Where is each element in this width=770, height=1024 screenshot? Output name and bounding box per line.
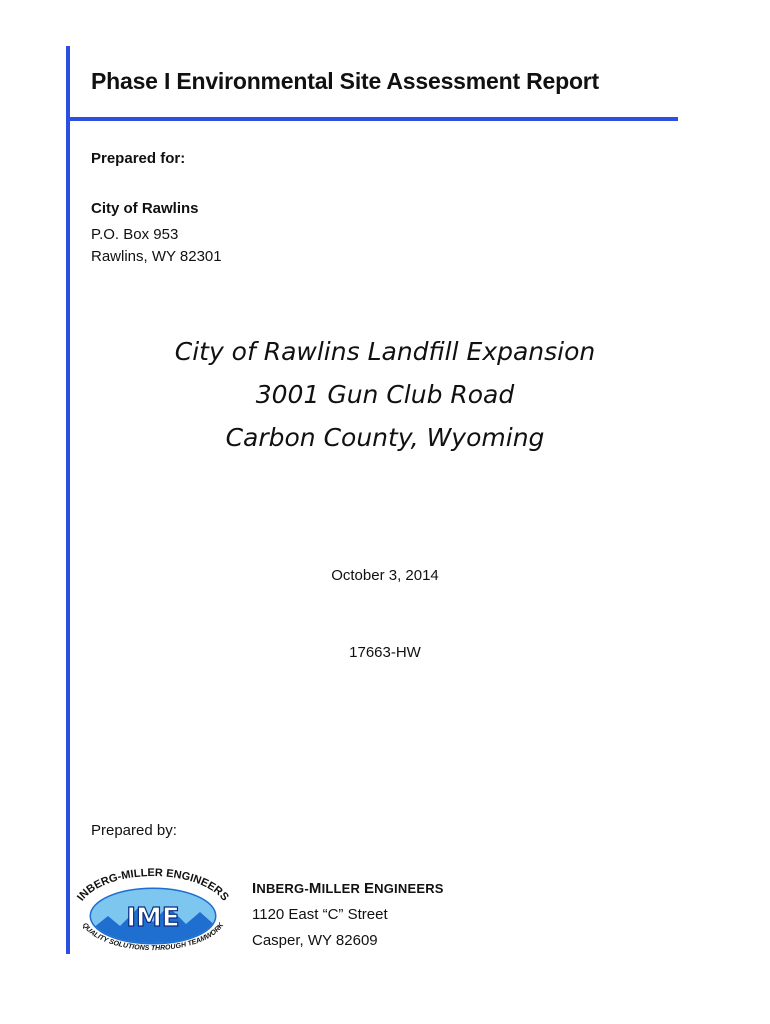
prepared-by-label: Prepared by: [91, 822, 177, 839]
project-number: 17663-HW [349, 644, 421, 661]
title-underline-rule [66, 117, 678, 121]
company-logo [68, 866, 238, 956]
prepared-for-label: Prepared for: [91, 150, 186, 167]
firm-address-line1: 1120 East “C” Street [252, 906, 388, 923]
left-accent-rule [66, 46, 70, 954]
firm-address-line2: Casper, WY 82609 [252, 932, 378, 949]
logo-top-text: INBERG-MILLER ENGINEERS [74, 866, 231, 904]
report-date: October 3, 2014 [331, 567, 439, 584]
project-address: 3001 Gun Club Road [255, 380, 515, 409]
client-address-line2: Rawlins, WY 82301 [91, 248, 222, 265]
project-county: Carbon County, Wyoming [225, 423, 545, 452]
client-name: City of Rawlins [91, 200, 199, 217]
logo-initials: IME [126, 903, 180, 933]
client-address-line1: P.O. Box 953 [91, 226, 179, 243]
logo-bottom-text: QUALITY SOLUTIONS THROUGH TEAMWORK [80, 921, 226, 953]
report-title: Phase I Environmental Site Assessment Report [91, 68, 600, 94]
project-name: City of Rawlins Landfill Expansion [174, 337, 596, 366]
firm-name: INBERG-MILLER ENGINEERS [252, 880, 444, 897]
